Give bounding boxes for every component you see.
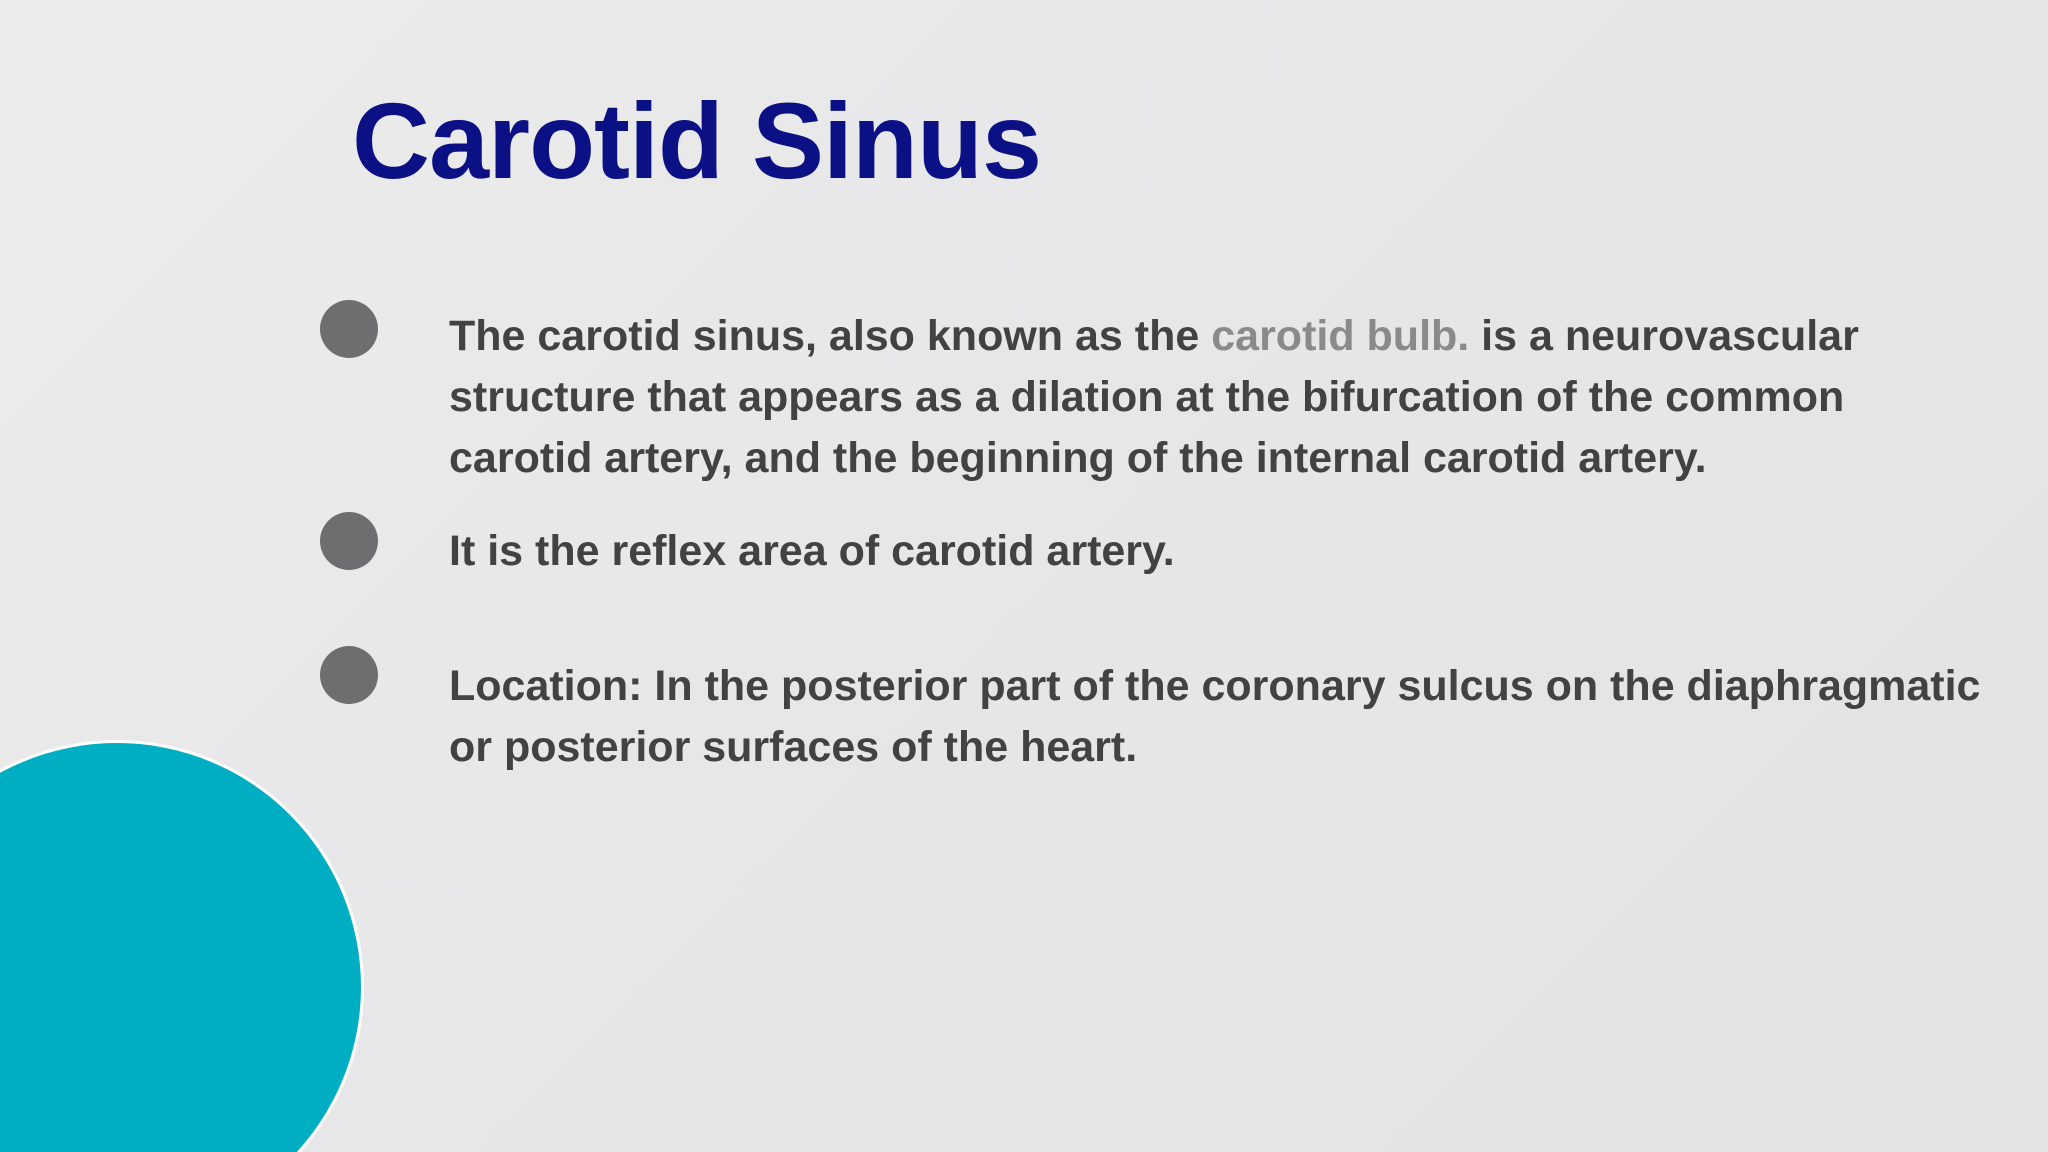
bullet-point-1-icon <box>320 300 378 358</box>
bullet-text-1 <box>449 306 1989 489</box>
bullet-1-text-before: The carotid sinus, also known as the <box>449 312 1212 360</box>
bullet-1-text-after: is a neurovascular structure that appears as a dilation at the bifurcation of the common carotid artery, and the beginning of the internal carotid artery. <box>449 312 1859 482</box>
teal-decorative-circle <box>0 743 361 1152</box>
bullet-text-3: Location: In the posterior part of the coronary sulcus on the diaphragmatic or posterior surfaces of the heart. <box>449 662 1981 771</box>
bullet-text-2: It is the reflex area of carotid artery. <box>449 527 1175 575</box>
bullet-point-3-icon <box>320 646 378 704</box>
bullet-point-2-icon <box>320 512 378 570</box>
slide-title: Carotid Sinus <box>352 80 1042 201</box>
bullet-1-highlight: carotid bulb. <box>1211 312 1470 360</box>
decorative-circle-outline <box>0 740 364 1152</box>
